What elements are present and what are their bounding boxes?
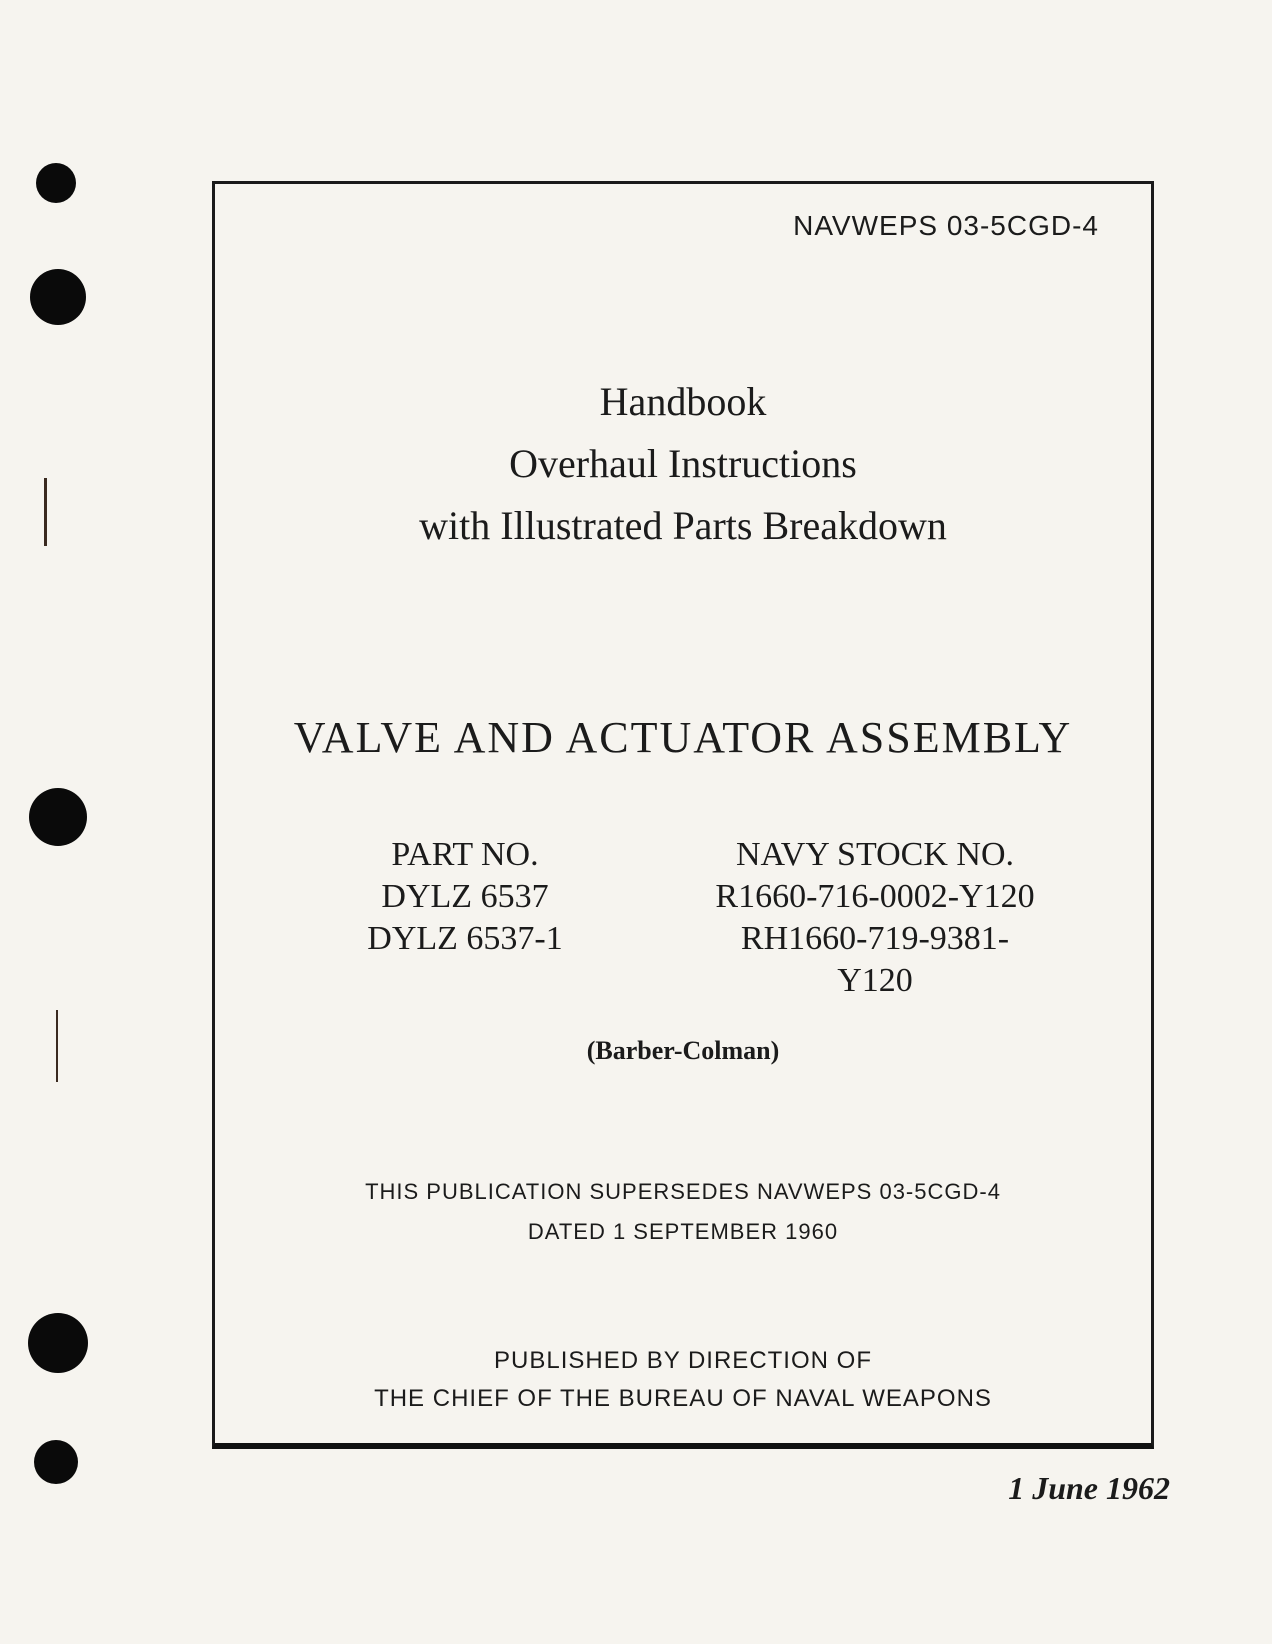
staple-mark bbox=[56, 1010, 58, 1082]
stock-number-header: NAVY STOCK NO. bbox=[735, 836, 1015, 873]
cover-frame bbox=[212, 181, 1154, 1449]
part-number-column bbox=[365, 834, 565, 960]
part-number: DYLZ 6537-1 bbox=[367, 920, 563, 957]
publication-date: 1 June 1962 bbox=[1008, 1470, 1170, 1506]
stock-number-column bbox=[705, 834, 1045, 1002]
published-line: PUBLISHED BY DIRECTION OF bbox=[494, 1347, 872, 1374]
title-block bbox=[215, 371, 1151, 557]
main-title: VALVE AND ACTUATOR ASSEMBLY bbox=[293, 713, 1073, 762]
title-line: with Illustrated Parts Breakdown bbox=[419, 503, 947, 548]
stock-number: R1660-716-0002-Y120 bbox=[715, 878, 1035, 915]
binder-hole bbox=[30, 269, 86, 325]
title-line: Overhaul Instructions bbox=[509, 441, 857, 486]
part-number: DYLZ 6537 bbox=[381, 878, 549, 915]
supersedes-notice bbox=[215, 1172, 1151, 1252]
staple-mark bbox=[44, 478, 47, 546]
part-number-header: PART NO. bbox=[391, 836, 539, 873]
supersedes-line: DATED 1 SEPTEMBER 1960 bbox=[527, 1219, 839, 1244]
published-line: THE CHIEF OF THE BUREAU OF NAVAL WEAPONS bbox=[374, 1385, 992, 1412]
publication-code: NAVWEPS 03-5CGD-4 bbox=[793, 210, 1099, 241]
manufacturer: (Barber-Colman) bbox=[586, 1036, 780, 1065]
binder-hole bbox=[29, 788, 87, 846]
stock-number: RH1660-719-9381-Y120 bbox=[740, 920, 1010, 999]
published-notice bbox=[215, 1342, 1151, 1418]
binder-hole bbox=[36, 163, 76, 203]
title-line: Handbook bbox=[599, 379, 767, 424]
binder-hole bbox=[34, 1440, 78, 1484]
supersedes-line: THIS PUBLICATION SUPERSEDES NAVWEPS 03-5CGD-4 bbox=[365, 1179, 1001, 1204]
binder-hole bbox=[28, 1313, 88, 1373]
